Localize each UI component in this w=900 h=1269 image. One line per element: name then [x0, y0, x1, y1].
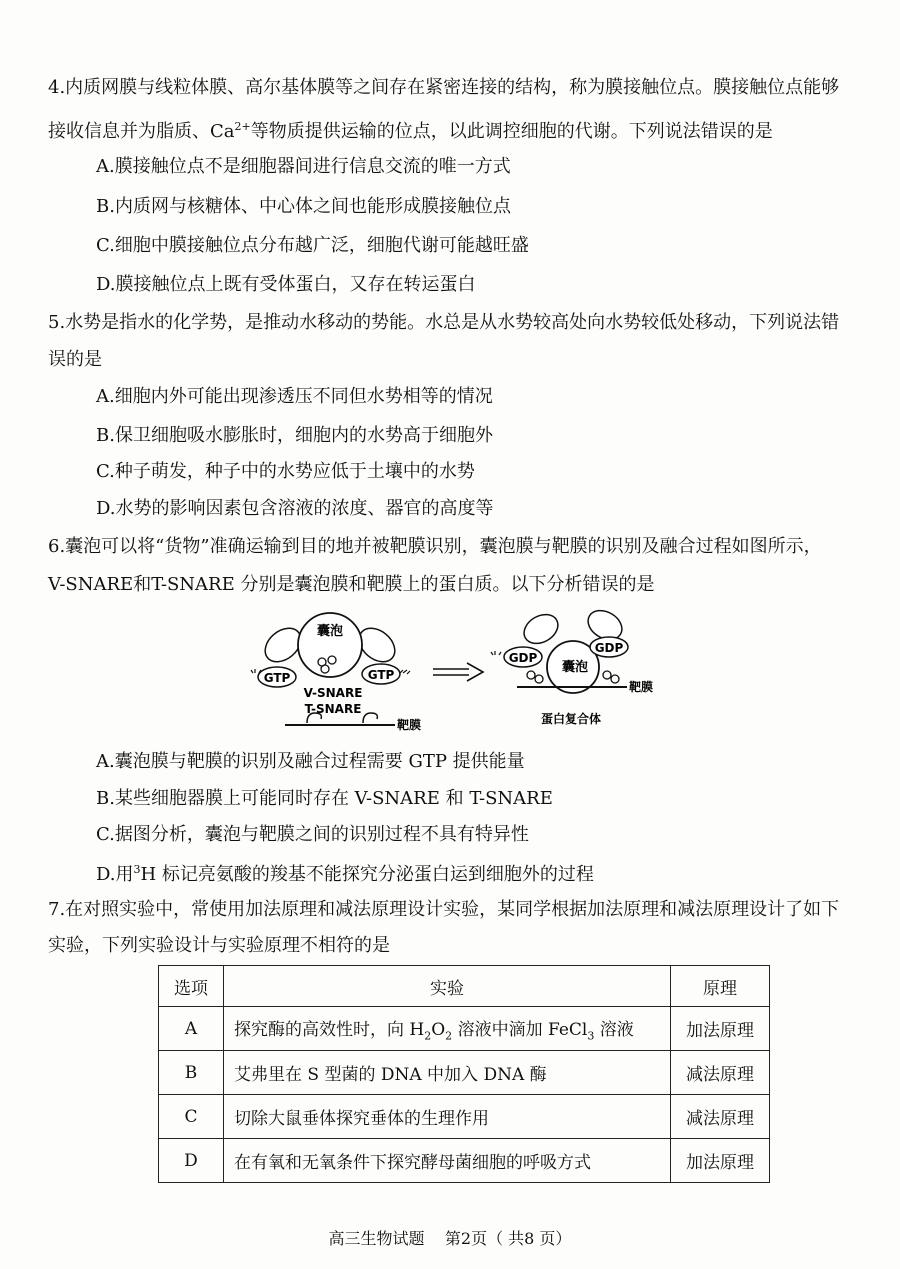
gtp-left-label: GTP	[263, 671, 291, 685]
header-experiment: 实验	[224, 966, 671, 1007]
q7-stem-line1: 7.在对照实验中，常使用加法原理和减法原理设计实验，某同学根据加法原理和减法原理设计了如下	[48, 899, 840, 920]
q6-stem-line2: V-SNARE和T-SNARE 分别是囊泡膜和靶膜上的蛋白质。以下分析错误的是	[48, 574, 655, 595]
q4-stem-line1: 4.内质网膜与线粒体膜、高尔基体膜等之间存在紧密连接的结构，称为膜接触位点。膜接触位点能够	[48, 77, 840, 98]
q6-option-b: B.某些细胞器膜上可能同时存在 V-SNARE 和 T-SNARE	[96, 788, 553, 809]
q5-option-c: C.种子萌发，种子中的水势应低于土壤中的水势	[96, 461, 475, 482]
q7-table	[158, 965, 770, 1183]
table-row	[159, 1007, 770, 1051]
gdp-left-label: GDP	[508, 651, 538, 665]
row-experiment: 切除大鼠垂体探究垂体的生理作用	[224, 1095, 671, 1139]
q4-option-d: D.膜接触位点上既有受体蛋白，又存在转运蛋白	[96, 274, 476, 295]
table-row	[159, 1139, 770, 1183]
row-option: B	[159, 1051, 224, 1095]
q4-option-c: C.细胞中膜接触位点分布越广泛，细胞代谢可能越旺盛	[96, 235, 529, 256]
row-principle: 减法原理	[671, 1095, 770, 1139]
t-snare-label: T-SNARE	[304, 702, 362, 716]
row-experiment: 探究酶的高效性时，向 $H_2O_2$ 溶液中滴加 FeCl$_3$ 溶液	[224, 1007, 671, 1051]
q5-option-b: B.保卫细胞吸水膨胀时，细胞内的水势高于细胞外	[96, 425, 493, 446]
q5-stem-line2: 误的是	[48, 349, 102, 370]
q6-stem-line1: 6.囊泡可以将“货物”准确运输到目的地并被靶膜识别，囊泡膜与靶膜的识别及融合过程如图所示，	[48, 536, 822, 557]
table-row	[159, 1095, 770, 1139]
row-principle: 减法原理	[671, 1051, 770, 1095]
row-experiment: 艾弗里在 S 型菌的 DNA 中加入 DNA 酶	[224, 1051, 671, 1095]
q5-option-d: D.水势的影响因素包含溶液的浓度、器官的高度等	[96, 498, 494, 519]
page-footer: 高三生物试题 第2页（ 共8 页）	[328, 1229, 572, 1248]
protein-complex-label: 蛋白复合体	[540, 712, 602, 726]
table-header-row	[159, 966, 770, 1007]
q4-stem-line2: 接收信息并为脂质、$Ca^{2+}$等物质提供运输的位点，以此调控细胞的代谢。下列说法错误的是	[48, 120, 773, 142]
q7-stem-line2: 实验，下列实验设计与实验原理不相符的是	[48, 935, 390, 956]
vesicle-circle	[298, 613, 362, 677]
row-principle: 加法原理	[671, 1139, 770, 1183]
target-membrane-label-right: 靶膜	[629, 680, 654, 694]
target-membrane-label-left: 靶膜	[397, 718, 422, 732]
fused-vesicle-label: 囊泡	[561, 660, 589, 675]
table-row	[159, 1051, 770, 1095]
gtp-right-label: GTP	[367, 668, 395, 682]
q4-option-a: A.膜接触位点不是细胞器间进行信息交流的唯一方式	[96, 156, 511, 177]
q4-option-b: B.内质网与核糖体、中心体之间也能形成膜接触位点	[96, 196, 511, 217]
q6-option-c: C.据图分析，囊泡与靶膜之间的识别过程不具有特异性	[96, 824, 529, 845]
header-option: 选项	[159, 966, 224, 1007]
q6-option-d: D.用$^3$H 标记亮氨酸的羧基不能探究分泌蛋白运到细胞外的过程	[96, 863, 594, 885]
q5-stem-line1: 5.水势是指水的化学势，是推动水移动的势能。水总是从水势较高处向水势较低处移动，下列说法错	[48, 312, 840, 333]
v-snare-label: V-SNARE	[303, 686, 363, 700]
gdp-right-label: GDP	[594, 641, 624, 655]
q5-option-a: A.细胞内外可能出现渗透压不同但水势相等的情况	[96, 386, 493, 407]
row-principle: 加法原理	[671, 1007, 770, 1051]
row-experiment: 在有氧和无氧条件下探究酵母菌细胞的呼吸方式	[224, 1139, 671, 1183]
vesicle-label: 囊泡	[316, 624, 344, 639]
vesicle-fusion-diagram	[245, 605, 665, 745]
row-option: A	[159, 1007, 224, 1051]
header-principle: 原理	[671, 966, 770, 1007]
q6-option-a: A.囊泡膜与靶膜的识别及融合过程需要 GTP 提供能量	[96, 751, 525, 772]
row-option: C	[159, 1095, 224, 1139]
row-option: D	[159, 1139, 224, 1183]
